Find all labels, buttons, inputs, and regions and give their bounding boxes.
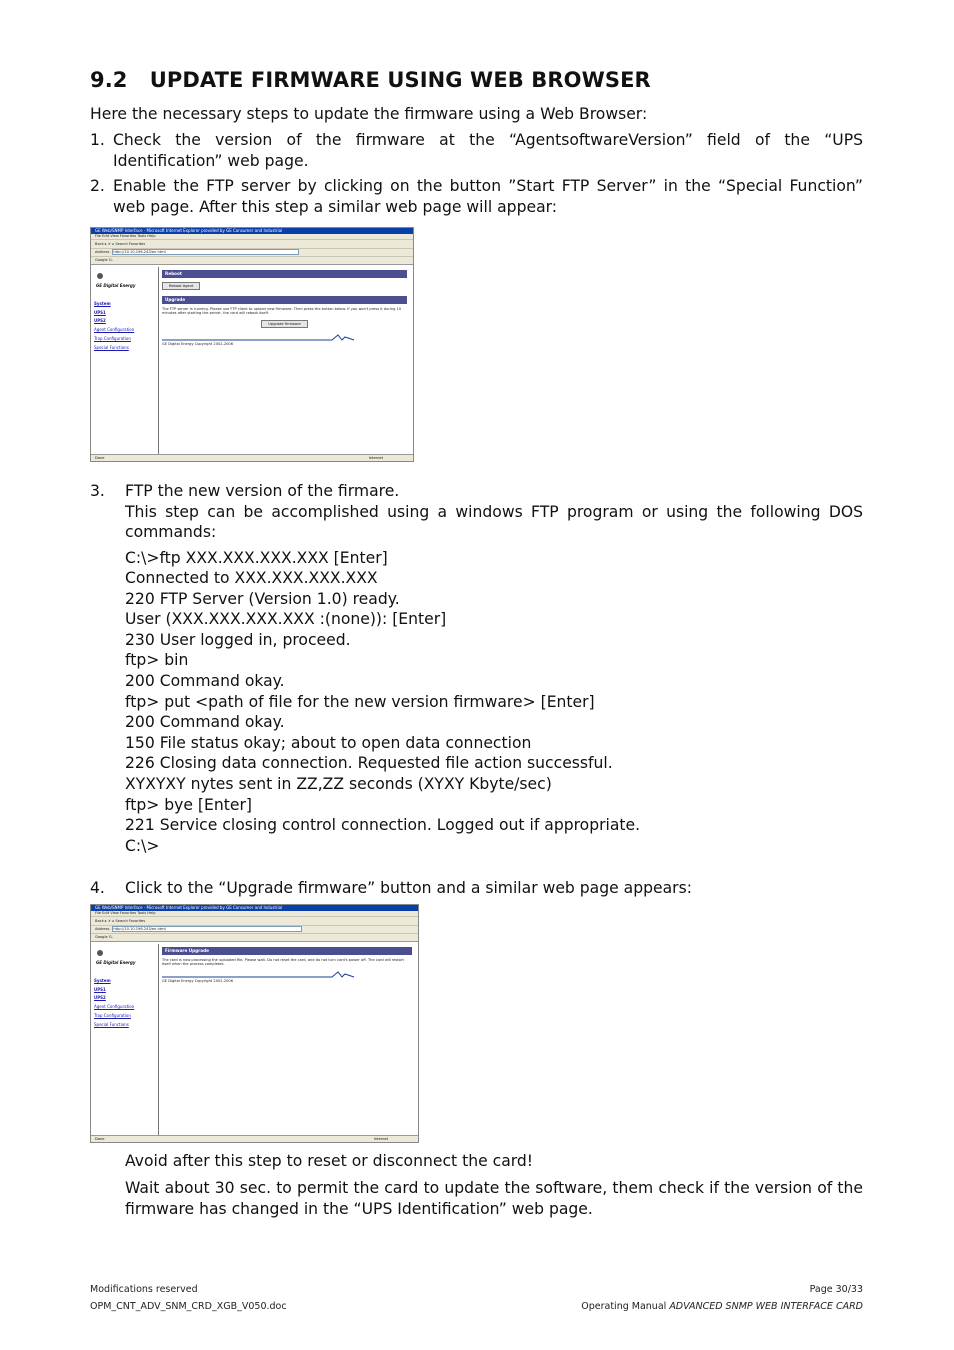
sidebar — [91, 267, 159, 454]
status-bar — [91, 454, 413, 461]
step-1 — [90, 130, 863, 171]
command-line: ftp> bye [Enter] — [125, 795, 252, 814]
sidebar — [91, 944, 159, 1135]
command-line: 221 Service closing control connection. Logged out if appropriate. — [125, 816, 641, 835]
command-line: C:\>ftp XXX.XXX.XXX.XXX [Enter] — [125, 548, 388, 567]
brand-name: GE Digital Energy — [96, 283, 136, 288]
steps-list — [90, 130, 863, 222]
warning-text: Avoid after this step to reset or disconnect the card! — [125, 1152, 534, 1170]
step-number: 4. — [90, 879, 105, 897]
footer-manual-name: ADVANCED SNMP WEB INTERFACE CARD — [669, 1301, 863, 1312]
step-text: Check the version of the firmware at the “AgentsoftwareVersion” field of the “UPS Identification” web page. — [113, 131, 863, 170]
ge-signal-line-icon — [162, 969, 412, 979]
browser-toolbar: Back ▸ ✕ ⌂ Search Favorites — [91, 240, 413, 249]
reboot-header: Reboot — [162, 270, 407, 278]
command-line: ftp> bin — [125, 651, 189, 670]
ge-logo-icon — [97, 273, 103, 279]
nav-ups2: UPS2 — [94, 995, 106, 1001]
nav-trap-configuration: Trap Configuration — [94, 335, 131, 341]
nav-special-functions: Special Functions — [94, 344, 129, 350]
command-line: Connected to XXX.XXX.XXX.XXX — [125, 569, 378, 588]
window-titlebar: GE Web/SNMP Interface - Microsoft Internet Explorer provided by GE Consumer and Industrial — [91, 905, 418, 911]
address-label: Address — [95, 927, 110, 931]
status-right: Internet — [373, 1137, 388, 1141]
nav-agent-configuration: Agent Configuration — [94, 1004, 135, 1010]
step-2 — [90, 176, 863, 217]
wait-text: Wait about 30 sec. to permit the card to update the software, them check if the version of the firmware has changed in the “UPS Identification” web page. — [125, 1179, 863, 1218]
command-line: 150 File status okay; about to open data connection — [125, 733, 532, 752]
sidebar-nav — [94, 300, 158, 352]
processing-message: The card is now processing the uploaded file. Please wait. Do not reset the card, and do not turn card's power off. The card will restart itself when the process completes. — [162, 958, 404, 967]
firmware-upgrade-header: Firmware Upgrade — [162, 947, 412, 955]
address-input: http://10.10.196.243/en.html — [112, 249, 298, 255]
command-line: 200 Command okay. — [125, 713, 285, 732]
nav-system: System — [94, 301, 111, 306]
nav-special-functions: Special Functions — [94, 1021, 129, 1027]
dos-commands — [125, 548, 863, 857]
step-3 — [90, 481, 863, 856]
nav-agent-configuration: Agent Configuration — [94, 327, 135, 333]
nav-ups1: UPS1 — [94, 986, 106, 992]
nav-ups2: UPS2 — [94, 318, 106, 324]
copyright-text: GE Digital Energy Copyright 2002-2006 — [162, 978, 234, 983]
page-content — [162, 267, 407, 454]
screenshot-ftp-enabled — [90, 227, 414, 462]
footer-manual-prefix: Operating Manual — [581, 1301, 670, 1312]
command-line: 200 Command okay. — [125, 672, 285, 691]
google-toolbar: Google G- — [91, 934, 418, 942]
address-input: http://10.10.196.243/en.html — [112, 926, 301, 932]
section-heading: 9.2 UPDATE FIRMWARE USING WEB BROWSER — [90, 68, 651, 92]
address-label: Address — [95, 250, 110, 254]
brand-name: GE Digital Energy — [96, 960, 136, 965]
step-4 — [90, 878, 863, 899]
status-right: Internet — [368, 456, 383, 460]
step-4-text: Click to the “Upgrade firmware” button and a similar web page appears: — [125, 879, 692, 897]
page-content — [162, 944, 412, 1135]
intro-text: Here the necessary steps to update the firmware using a Web Browser: — [90, 105, 648, 123]
command-line: 226 Closing data connection. Requested file action successful. — [125, 754, 613, 773]
upgrade-firmware-button: Upgrade firmware — [261, 320, 307, 328]
nav-trap-configuration: Trap Configuration — [94, 1012, 131, 1018]
footer-manual-title — [581, 1301, 863, 1312]
status-bar — [91, 1135, 418, 1142]
ge-logo-icon — [97, 950, 103, 956]
step-3-title: FTP the new version of the firmare. — [125, 482, 400, 500]
step-number: 1. — [90, 131, 105, 149]
step-number: 3. — [90, 482, 105, 500]
copyright-text: GE Digital Energy Copyright 2002-2006 — [162, 341, 234, 346]
step-text: Enable the FTP server by clicking on the button ”Start FTP Server” in the “Special Function” web page. After this step a similar web page will appear: — [113, 177, 863, 216]
nav-system: System — [94, 978, 111, 983]
screenshot-firmware-upgrade — [90, 904, 419, 1143]
address-bar — [91, 249, 413, 257]
command-line: ftp> put <path of file for the new version firmware> [Enter] — [125, 692, 595, 711]
footer-page-number: Page 30/33 — [809, 1284, 863, 1295]
reboot-agent-button: Reboot Agent — [162, 282, 200, 290]
browser-toolbar: Back ▸ ✕ ⌂ Search Favorites — [91, 917, 418, 926]
command-line: 220 FTP Server (Version 1.0) ready. — [125, 589, 400, 608]
status-left: Done — [95, 456, 105, 460]
command-line: C:\> — [125, 836, 160, 855]
footer-filename: OPM_CNT_ADV_SNM_CRD_XGB_V050.doc — [90, 1301, 287, 1312]
command-line: XYXYXY nytes sent in ZZ,ZZ seconds (XYXY Kbyte/sec) — [125, 775, 552, 794]
step-number: 2. — [90, 177, 105, 195]
menu-bar: File Edit View Favorites Tools Help — [91, 234, 413, 240]
status-left: Done — [95, 1137, 105, 1141]
window-titlebar: GE Web/SNMP Interface - Microsoft Internet Explorer provided by GE Consumer and Industrial — [91, 228, 413, 234]
command-line: User (XXX.XXX.XXX.XXX :(none)): [Enter] — [125, 610, 447, 629]
ftp-message: The FTP server is running. Please use FTP client to upload new firmware. Then press the button below. If you won't press it during 10 minutes after starting the server, the card will reboot itself. — [162, 307, 402, 316]
upgrade-header: Upgrade — [162, 296, 407, 304]
footer-modifications: Modifications reserved — [90, 1284, 198, 1295]
menu-bar: File Edit View Favorites Tools Help — [91, 911, 418, 917]
command-line: 230 User logged in, proceed. — [125, 630, 351, 649]
step-3-desc: This step can be accomplished using a windows FTP program or using the following DOS commands: — [125, 502, 863, 541]
ge-signal-line-icon — [162, 332, 407, 342]
address-bar — [91, 926, 418, 934]
google-toolbar: Google G- — [91, 257, 413, 265]
nav-ups1: UPS1 — [94, 309, 106, 315]
sidebar-nav — [94, 977, 158, 1029]
